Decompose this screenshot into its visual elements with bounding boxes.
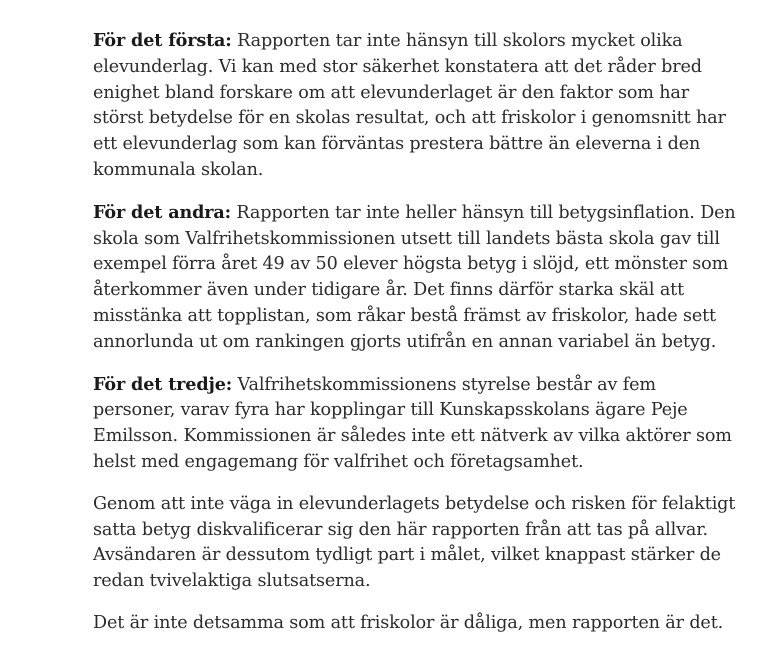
paragraph-lead: För det första: xyxy=(93,30,232,51)
article-body xyxy=(93,28,738,653)
paragraph-second-point xyxy=(93,200,738,356)
paragraph-third-point xyxy=(93,372,738,476)
paragraph-text: Rapporten tar inte heller hänsyn till betygsinflation. Den skola som Valfrihetskommissionen utsett till landets bästa skola gav till exempel förra året 49 av 50 elever högsta betyg i slöjd, ett mönster som återkommer även under tidigare år. Det finns därför starka skäl att misstänka att topplistan, som råkar bestå främst av friskolor, hade sett annorlunda ut om rankingen gjorts utifrån en annan variabel än betyg. xyxy=(93,202,736,352)
paragraph-text: Valfrihetskommissionens styrelse består av fem personer, varav fyra har kopplingar till Kunskapsskolans ägare Peje Emilsson. Kommissionen är således inte ett nätverk av vilka aktörer som helst med engagemang för valfrihet och företagsamhet. xyxy=(93,374,732,472)
paragraph-first-point xyxy=(93,28,738,184)
paragraph-conclusion xyxy=(93,492,738,595)
paragraph-closing xyxy=(93,611,738,637)
paragraph-lead: För det andra: xyxy=(93,201,231,223)
paragraph-text: Genom att inte väga in elevunderlagets betydelse och risken för felaktigt satta betyg diskvalificerar sig den här rapporten från att tas på allvar. Avsändaren är dessutom tydligt part i målet, vilket knappast stärker de redan tvivelaktiga slutsatserna. xyxy=(93,493,736,592)
paragraph-text: Det är inte detsamma som att friskolor är dåliga, men rapporten är det. xyxy=(93,612,724,633)
paragraph-lead: För det tredje: xyxy=(93,373,233,395)
paragraph-text: Rapporten tar inte hänsyn till skolors mycket olika elevunderlag. Vi kan med stor säkerhet konstatera att det råder bred enighet bland forskare om att elevunderlaget är den faktor som har störst betydelse för en skolas resultat, och att friskolor i genomsnitt har ett elevunderlag som kan förväntas prestera bättre än eleverna i den kommunala skolan. xyxy=(93,31,726,180)
